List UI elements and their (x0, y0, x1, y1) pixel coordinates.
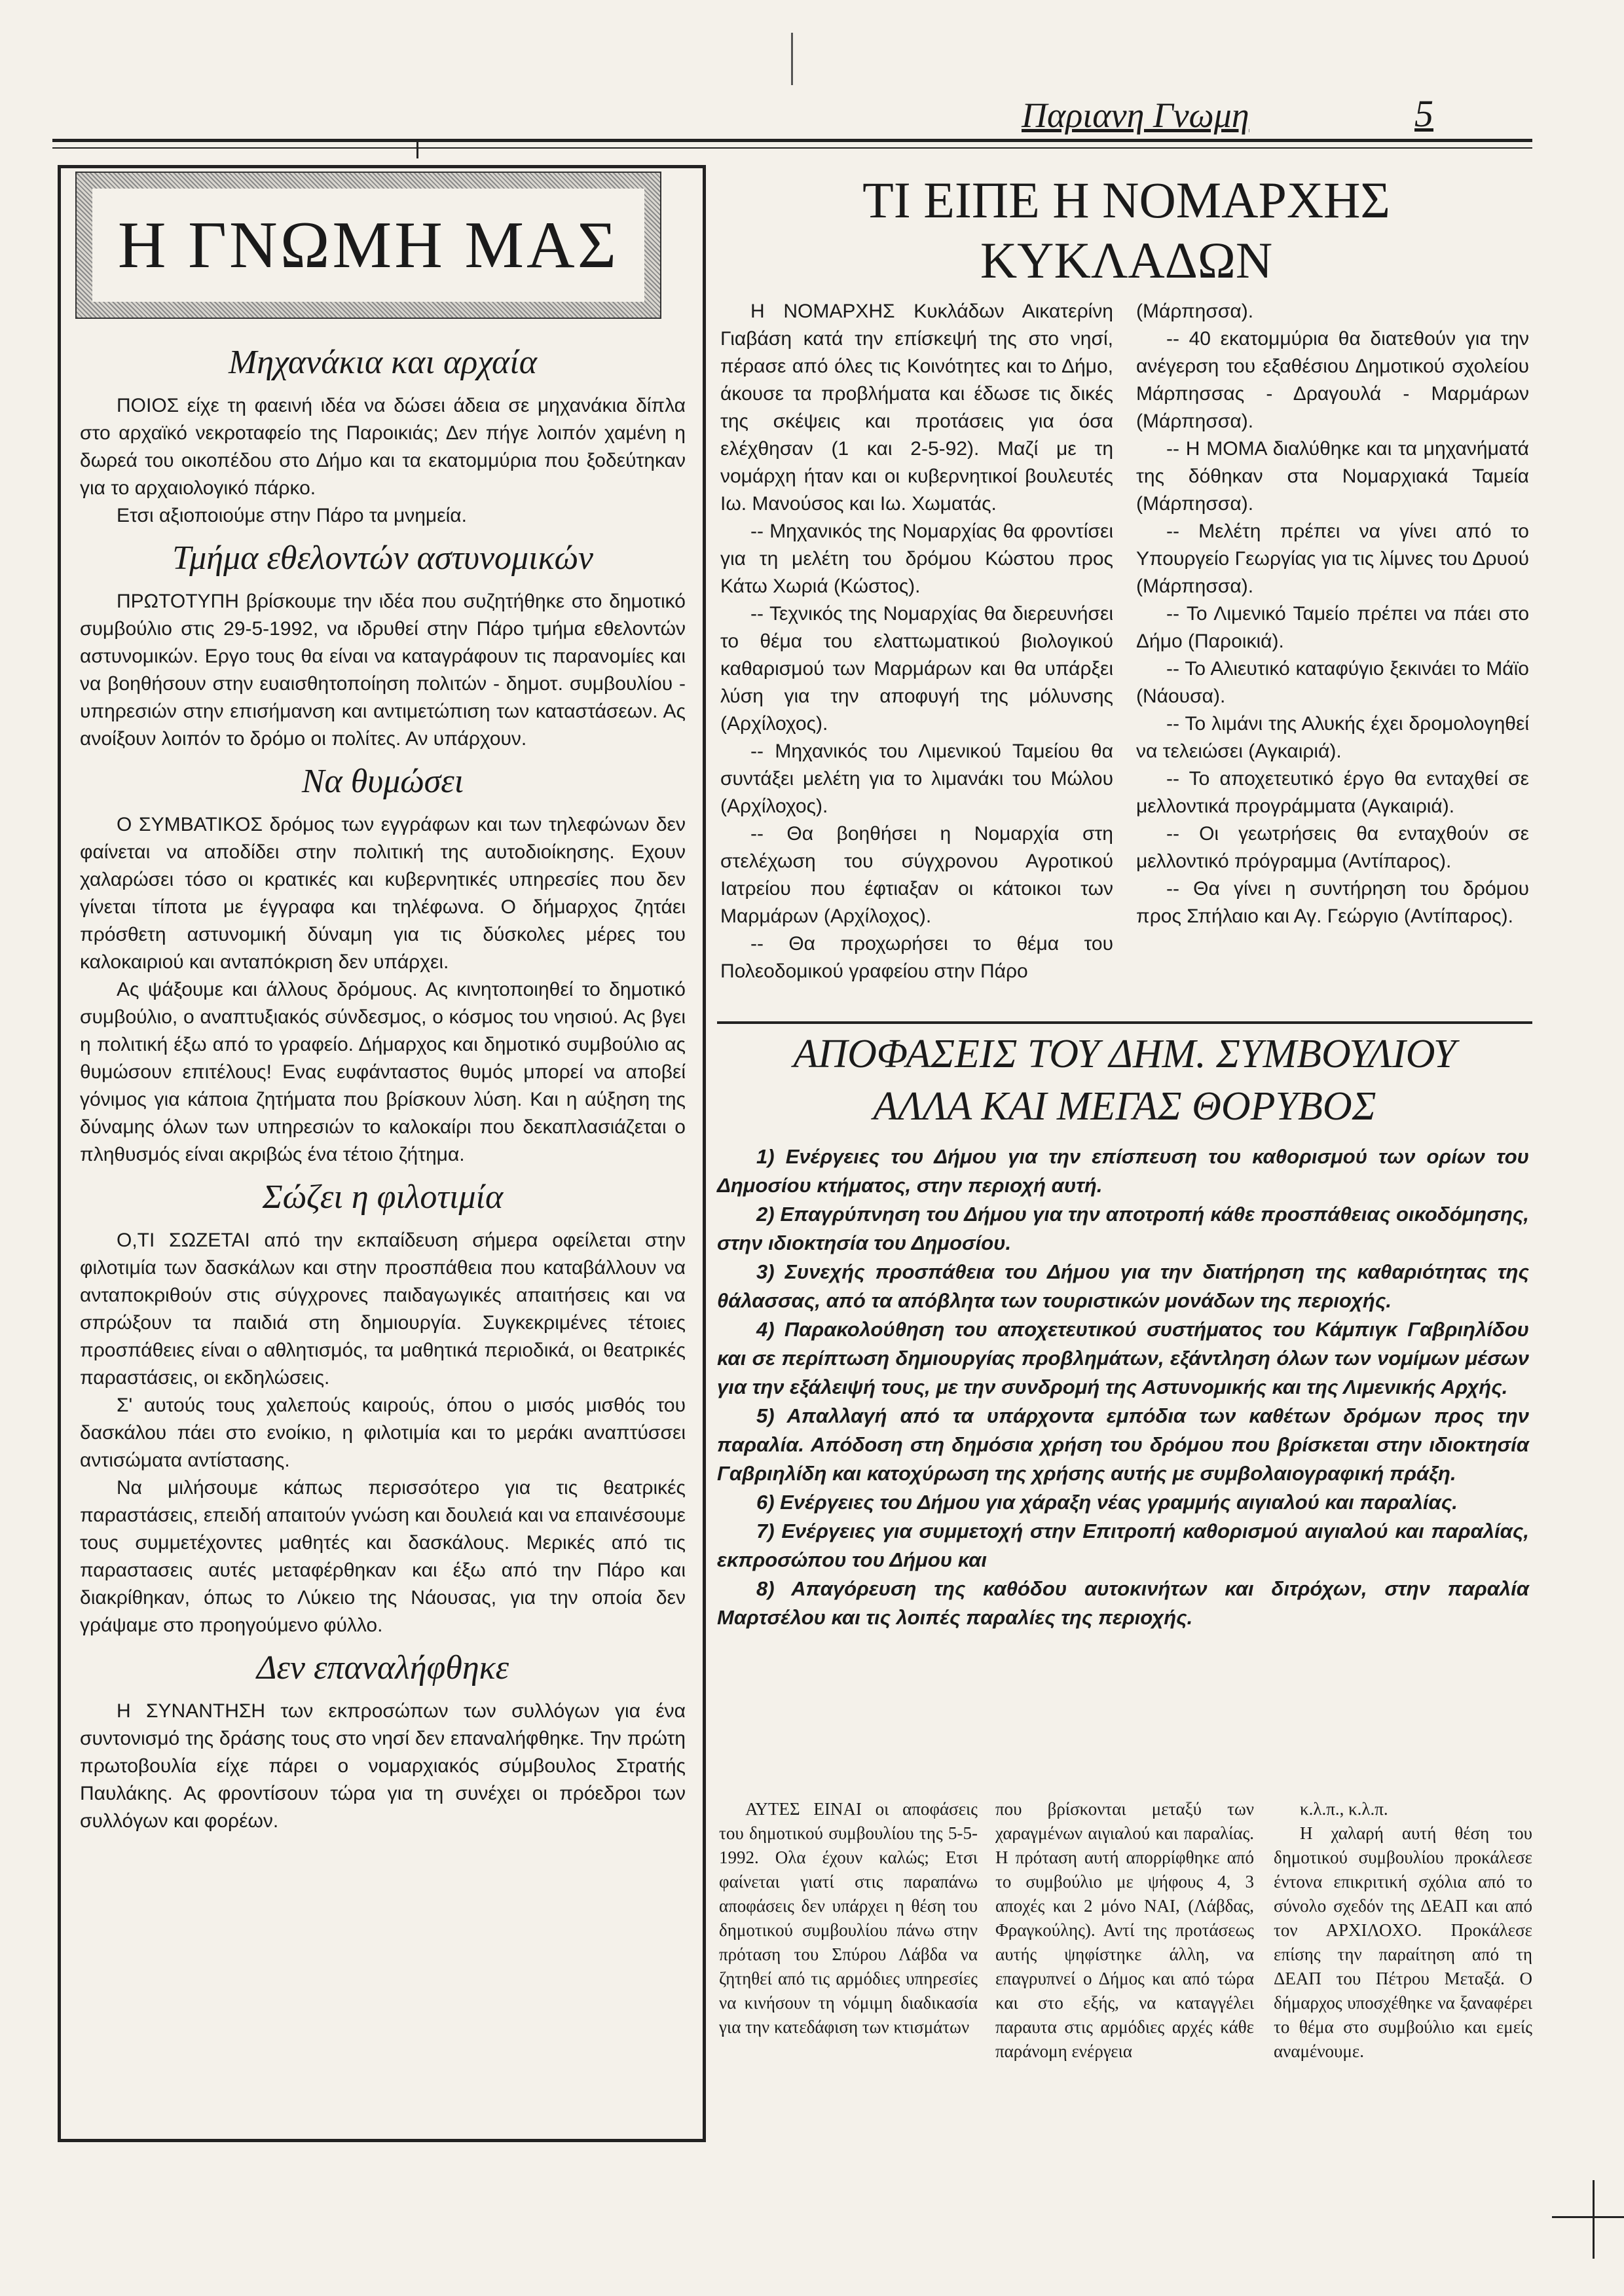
paragraph: Η ΣΥΝΑΝΤΗΣΗ των εκπροσώπων των συλλόγων για ένα συντονισμό της δράσης τους στο νησί δεν επαναλήφθηκε. Την πρώτη πρωτοβουλία είχε πάρει ο νομαρχιακός σύμβουλος Στρατής Παυλάκης. Ας φροντίσουν τώρα για τη συνέχει οι πρόεδροι των συλλόγων και φορέων. (80, 1700, 686, 1832)
paragraph: Ετσι αξιοποιούμε στην Πάρο τα μνημεία. (117, 505, 467, 526)
decisions-list (717, 1142, 1529, 1632)
paragraph: ΠΡΩΤΟΤΥΠΗ βρίσκουμε την ιδέα που συζητήθηκε στο δημοτικό συμβούλιο στις 29-5-1992, να ιδρυθεί στην Πάρο τμήμα εθελοντών αστυνομικών. Εργο τους θα είναι να καταγράφουν τις παρανομίες και να βοηθήσουν στην ευαισθητοποίηση πολιτών - δημοτ. συμβουλίου - υπηρεσιών στην επισήμανση και αντιμετώπιση των καταστάσεων. Ας ανοίξουν λοιπόν το δρόμο οι πολίτες. Αν υπάρχουν. (80, 591, 686, 750)
paragraph: -- Το Λιμενικό Ταμείο πρέπει να πάει στο Δήμο (Παροικιά). (1136, 603, 1529, 652)
page-number: 5 (1414, 92, 1433, 135)
section-heading: Δεν επαναλήφθηκε (256, 1649, 509, 1686)
paragraph: -- Θα προχωρήσει το θέμα του Πολεοδομικού γραφείου στην Πάρο (720, 933, 1113, 982)
list-item: 1) Ενέργειες του Δήμου για την επίσπευση του καθορισμού των ορίων του Δημοσίου κτήματος, στην περιοχή αυτή. (717, 1145, 1529, 1197)
paragraph: -- Θα βοηθήσει η Νομαρχία στη στελέχωση του σύγχρονου Αγροτικού Ιατρείου που έφτιαξαν οι κάτοικοι των Μαρμάρων (Αρχίλοχος). (720, 823, 1113, 927)
paragraph: -- Οι γεωτρήσεις θα ενταχθούν σε μελλοντικό πρόγραμμα (Αντίπαρος). (1136, 823, 1529, 872)
list-item: 4) Παρακολούθηση του αποχετευτικού συστήματος του Κάμπιγκ Γαβριηλίδου και σε περίπτωση δημιουργίας προβλημάτων, εξάντληση όλων των νομίμων μέσων για την εξάλειψή τους, με την συνδρομή της Αστυνομικής και της Λιμενικής Αρχής. (717, 1318, 1529, 1398)
masthead-title: Παριανη Γνωμη (1022, 96, 1249, 135)
nomarch-column-2 (1136, 298, 1529, 930)
paragraph: Σ' αυτούς τους χαλεπούς καιρούς, όπου ο μισός μισθός του δασκάλου πάει στο ενοίκιο, η φιλοτιμία και το μεράκι αναπτύσσει αντισώματα αντίστασης. (80, 1394, 686, 1471)
paragraph: -- Μηχανικός της Νομαρχίας θα φροντίσει για τη μελέτη του δρόμου Κώστου προς Κάτω Χωριά (Κώστος). (720, 520, 1113, 597)
list-item: 5) Απαλλαγή από τα υπάρχοντα εμπόδια των καθέτων δρόμων προς την παραλία. Απόδοση στη δημόσια χρήση του δρόμου που βρίσκεται στην ιδιοκτησία Γαβριηλίδη και κατοχύρωση της χρήσης αυτής με συμβολαιογραφική πράξη. (717, 1404, 1529, 1485)
paragraph: Η ΝΟΜΑΡΧΗΣ Κυκλάδων Αικατερίνη Γιαβάση κατά την επίσκεψή της στο νησί, πέρασε από όλες τις Κοινότητες και το Δήμο, άκουσε τα προβλήματα και έδωσε τις δικές της σκέψεις και προτάσεις για όσα ελέχθησαν (1 και 2-5-92). Μαζί με τη νομάρχη ήταν και οι κυβερνητικοί βουλευτές Ιω. Μανούσος και Ιω. Χωματάς. (720, 301, 1113, 515)
paragraph: ΠΟΙΟΣ είχε τη φαεινή ιδέα να δώσει άδεια σε μηχανάκια δίπλα στο αρχαϊκό νεκροταφείο της Παροικιάς; Δεν πήγε λοιπόν χαμένη η δωρεά του οικοπέδου στο Δήμο και τα εκατομμύρια που ξοδεύτηκαν για το αρχαιολογικό πάρκο. (80, 395, 686, 499)
section-heading: Μηχανάκια και αρχαία (228, 344, 538, 381)
paragraph: -- Το αποχετευτικό έργο θα ενταχθεί σε μελλοντικά προγράμματα (Αγκαιριά). (1136, 768, 1529, 817)
editorial-title: Η ΓΝΩΜΗ ΜΑΣ (92, 189, 644, 302)
paragraph: Ας ψάξουμε και άλλους δρόμους. Ας κινητοποιηθεί το δημοτικό συμβούλιο, ο αναπτυξιακός σύνδεσμος, ο κόσμος του νησιού. Ας βγει η πολιτική έξω από το γραφείο. Δήμαρχος και δημοτικό συμβούλιο ας θυμώσουν επιτέλους! Ενας ευφάνταστος θυμός μπορεί να αποβεί γόνιμος για κάποια ζητήματα που βρίσκουν λύση. Και η αύξηση της δύναμης όλων των υπηρεσιών το καλοκαίρι που δεκαπλασιάζεται ο πληθυσμός είναι ακριβώς ένα τέτοιο ζήτημα. (80, 979, 686, 1165)
paragraph: κ.λ.π., κ.λ.π. (1300, 1799, 1388, 1819)
editorial-title-frame (75, 172, 661, 319)
header-rule-thin (52, 147, 1532, 149)
nomarch-article-title: ΤΙ ΕΙΠΕ Η ΝΟΜΑΡΧΗΣ ΚΥΚΛΑΔΩΝ (862, 172, 1390, 289)
paragraph: Η χαλαρή αυτή θέση του δημοτικού συμβουλίου προκάλεσε έντονα επικριτική σχόλια από το σύνολο σχεδόν της ΔΕΑΠ και από τον ΑΡΧΙΛΟΧΟ. Προκάλεσε επίσης την παραίτηση από τη ΔΕΑΠ του Πέτρου Μεταξά. Ο δήμαρχος υποσχέθηκε να ξαναφέρει το θέμα στο συμβούλιο και εμείς αναμένουμε. (1274, 1823, 1532, 2061)
paragraph: -- Μελέτη πρέπει να γίνει από το Υπουργείο Γεωργίας για τις λίμνες του Δρυού (Μάρπησσα). (1136, 520, 1529, 597)
nomarch-column-1 (720, 298, 1113, 985)
list-item: 2) Επαγρύπνηση του Δήμου για την αποτροπή κάθε προσπάθειας οικοδόμησης, στην ιδιοκτησία του Δημοσίου. (717, 1203, 1529, 1254)
paragraph: -- Η ΜΟΜΑ διαλύθηκε και τα μηχανήματά της δόθηκαν στα Νομαρχιακά Ταμεία (Μάρπησσα). (1136, 438, 1529, 515)
paragraph: (Μάρπησσα). (1136, 301, 1254, 322)
paragraph: Ο ΣΥΜΒΑΤΙΚΟΣ δρόμος των εγγράφων και των τηλεφώνων δεν φαίνεται να αποδίδει στην πολιτική της αυτοδιοίκησης. Εχουν χαλαρώσει τόσο οι κρατικές και κυβερνητικές υπηρεσίες που δεν γίνεται τίποτα με έγγραφα και τηλέφωνα. Ο δήμαρχος ζητάει πρόσθετη αστυνομική δύναμη για τις δύσκολες μέρες του καλοκαιριού και ανταπόκριση δεν υπάρχει. (80, 814, 686, 973)
list-item: 8) Απαγόρευση της καθόδου αυτοκινήτων και διτρόχων, στην παραλία Μαρτσέλου και τις λοιπές παραλίες της περιοχής. (717, 1577, 1529, 1629)
decisions-article-title (717, 1028, 1532, 1133)
crop-mark (1593, 2180, 1595, 2259)
decisions-column-3 (1274, 1797, 1532, 2064)
section-heading: Να θυμώσει (301, 763, 464, 800)
paragraph: -- 40 εκατομμύρια θα διατεθούν για την ανέγερση του εξαθέσιου Δημοτικού σχολείου Μάρπησσας - Δραγουλά - Μαρμάρων (Μάρπησσα). (1136, 328, 1529, 432)
decisions-column-2 (995, 1797, 1254, 2064)
title-line-2: ΑΛΛΑ ΚΑΙ ΜΕΓΑΣ ΘΟΡΥΒΟΣ (873, 1084, 1376, 1129)
header-rule (52, 139, 1532, 142)
crop-mark (1552, 2216, 1624, 2218)
paragraph: -- Μηχανικός του Λιμενικού Ταμείου θα συντάξει μελέτη για το λιμανάκι του Μώλου (Αρχίλοχος). (720, 740, 1113, 817)
list-item: 7) Ενέργειες για συμμετοχή στην Επιτροπή καθορισμού αιγιαλού και παραλίας, εκπροσώπου του Δήμου και (717, 1520, 1529, 1571)
section-heading: Σώζει η φιλοτιμία (262, 1178, 504, 1216)
scan-mark (791, 33, 793, 85)
section-divider (717, 1021, 1532, 1024)
paragraph: -- Τεχνικός της Νομαρχίας θα διερευνήσει το θέμα του ελαττωματικού βιολογικού καθαρισμού των Μαρμάρων και θα υπάρξει λύση για την αποφυγή της μόλυνσης (Αρχίλοχος). (720, 603, 1113, 735)
paragraph: -- Το λιμάνι της Αλυκής έχει δρομολογηθεί να τελειώσει (Αγκαιριά). (1136, 713, 1529, 762)
title-line-1: ΑΠΟΦΑΣΕΙΣ ΤΟΥ ΔΗΜ. ΣΥΜΒΟΥΛΙΟΥ (793, 1032, 1456, 1076)
decisions-column-1 (719, 1797, 978, 2039)
header-rule-tick (416, 139, 418, 158)
paragraph: Να μιλήσουμε κάπως περισσότερο για τις θεατρικές παραστάσεις, επειδή απαιτούν γνώση και δουλειά και να επαινέσουμε τους συμμετέχοντες μαθητές και δασκάλους. Μερικές από τις παραστασεις αυτές μεταφέρθηκαν και έξω από την Πάρο και διακρίθηκαν, όπως το Λύκειο της Νάουσας, για την οποία δεν γράψαμε στο προηγούμενο φύλλο. (80, 1477, 686, 1636)
paragraph: Ο,ΤΙ ΣΩΖΕΤΑΙ από την εκπαίδευση σήμερα οφείλεται στην φιλοτιμία των δασκάλων και στην προσπάθεια που καταβάλλουν να ανταποκριθούν στις σύγχρονες παιδαγωγικές απαιτήσεις και να σπρώξουν τα παιδιά στη δημιουργία. Συγκεκριμένες τέτοιες προσπάθειες είναι ο αθλητισμός, τα μαθητικά περιοδικά, οι θεατρικές παραστάσεις, οι εκδηλώσεις. (80, 1230, 686, 1389)
list-item: 6) Ενέργειες του Δήμου για χάραξη νέας γραμμής αιγιαλού και παραλίας. (756, 1491, 1458, 1514)
paragraph: ΑΥΤΕΣ ΕΙΝΑΙ οι αποφάσεις του δημοτικού συμβουλίου της 5-5-1992. Ολα έχουν καλώς; Ετσι φαίνεται γιατί στις παραπάνω αποφάσεις δεν υπάρχει η θέση του δημοτικού συμβουλίου πάνω στην πρόταση του Σπύρου Λάβδα να ζητηθεί από τις αρμόδιες υπηρεσίες να κινήσουν τη νόμιμη διαδικασία για την κατεδάφιση των κτισμάτων (719, 1799, 978, 2037)
paragraph: που βρίσκονται μεταξύ των χαραγμένων αιγιαλού και παραλίας. Η πρόταση αυτή απορρίφθηκε από το συμβούλιο με ψήφους 4, 3 αποχές και 2 μόνο ΝΑΙ, (Λάβδας, Φραγκούλης). Αντί της προτάσεως αυτής ψηφίστηκε άλλη, να επαγρυπνεί ο Δήμος και από τώρα και στο εξής, να καταγγέλει παραυτα στις αρμόδιες αρχές κάθε παράνομη ενέργεια (995, 1799, 1254, 2061)
list-item: 3) Συνεχής προσπάθεια του Δήμου για την διατήρηση της καθαριότητας της θάλασσας, από τα απόβλητα των τουριστικών μονάδων της περιοχής. (717, 1260, 1529, 1312)
section-heading: Τμήμα εθελοντών αστυνομικών (172, 539, 593, 577)
editorial-column (80, 334, 686, 1835)
paragraph: -- Θα γίνει η συντήρηση του δρόμου προς Σπήλαιο και Αγ. Γεώργιο (Αντίπαρος). (1136, 878, 1529, 927)
paragraph: -- Το Αλιευτικό καταφύγιο ξεκινάει το Μάϊο (Νάουσα). (1136, 658, 1529, 707)
